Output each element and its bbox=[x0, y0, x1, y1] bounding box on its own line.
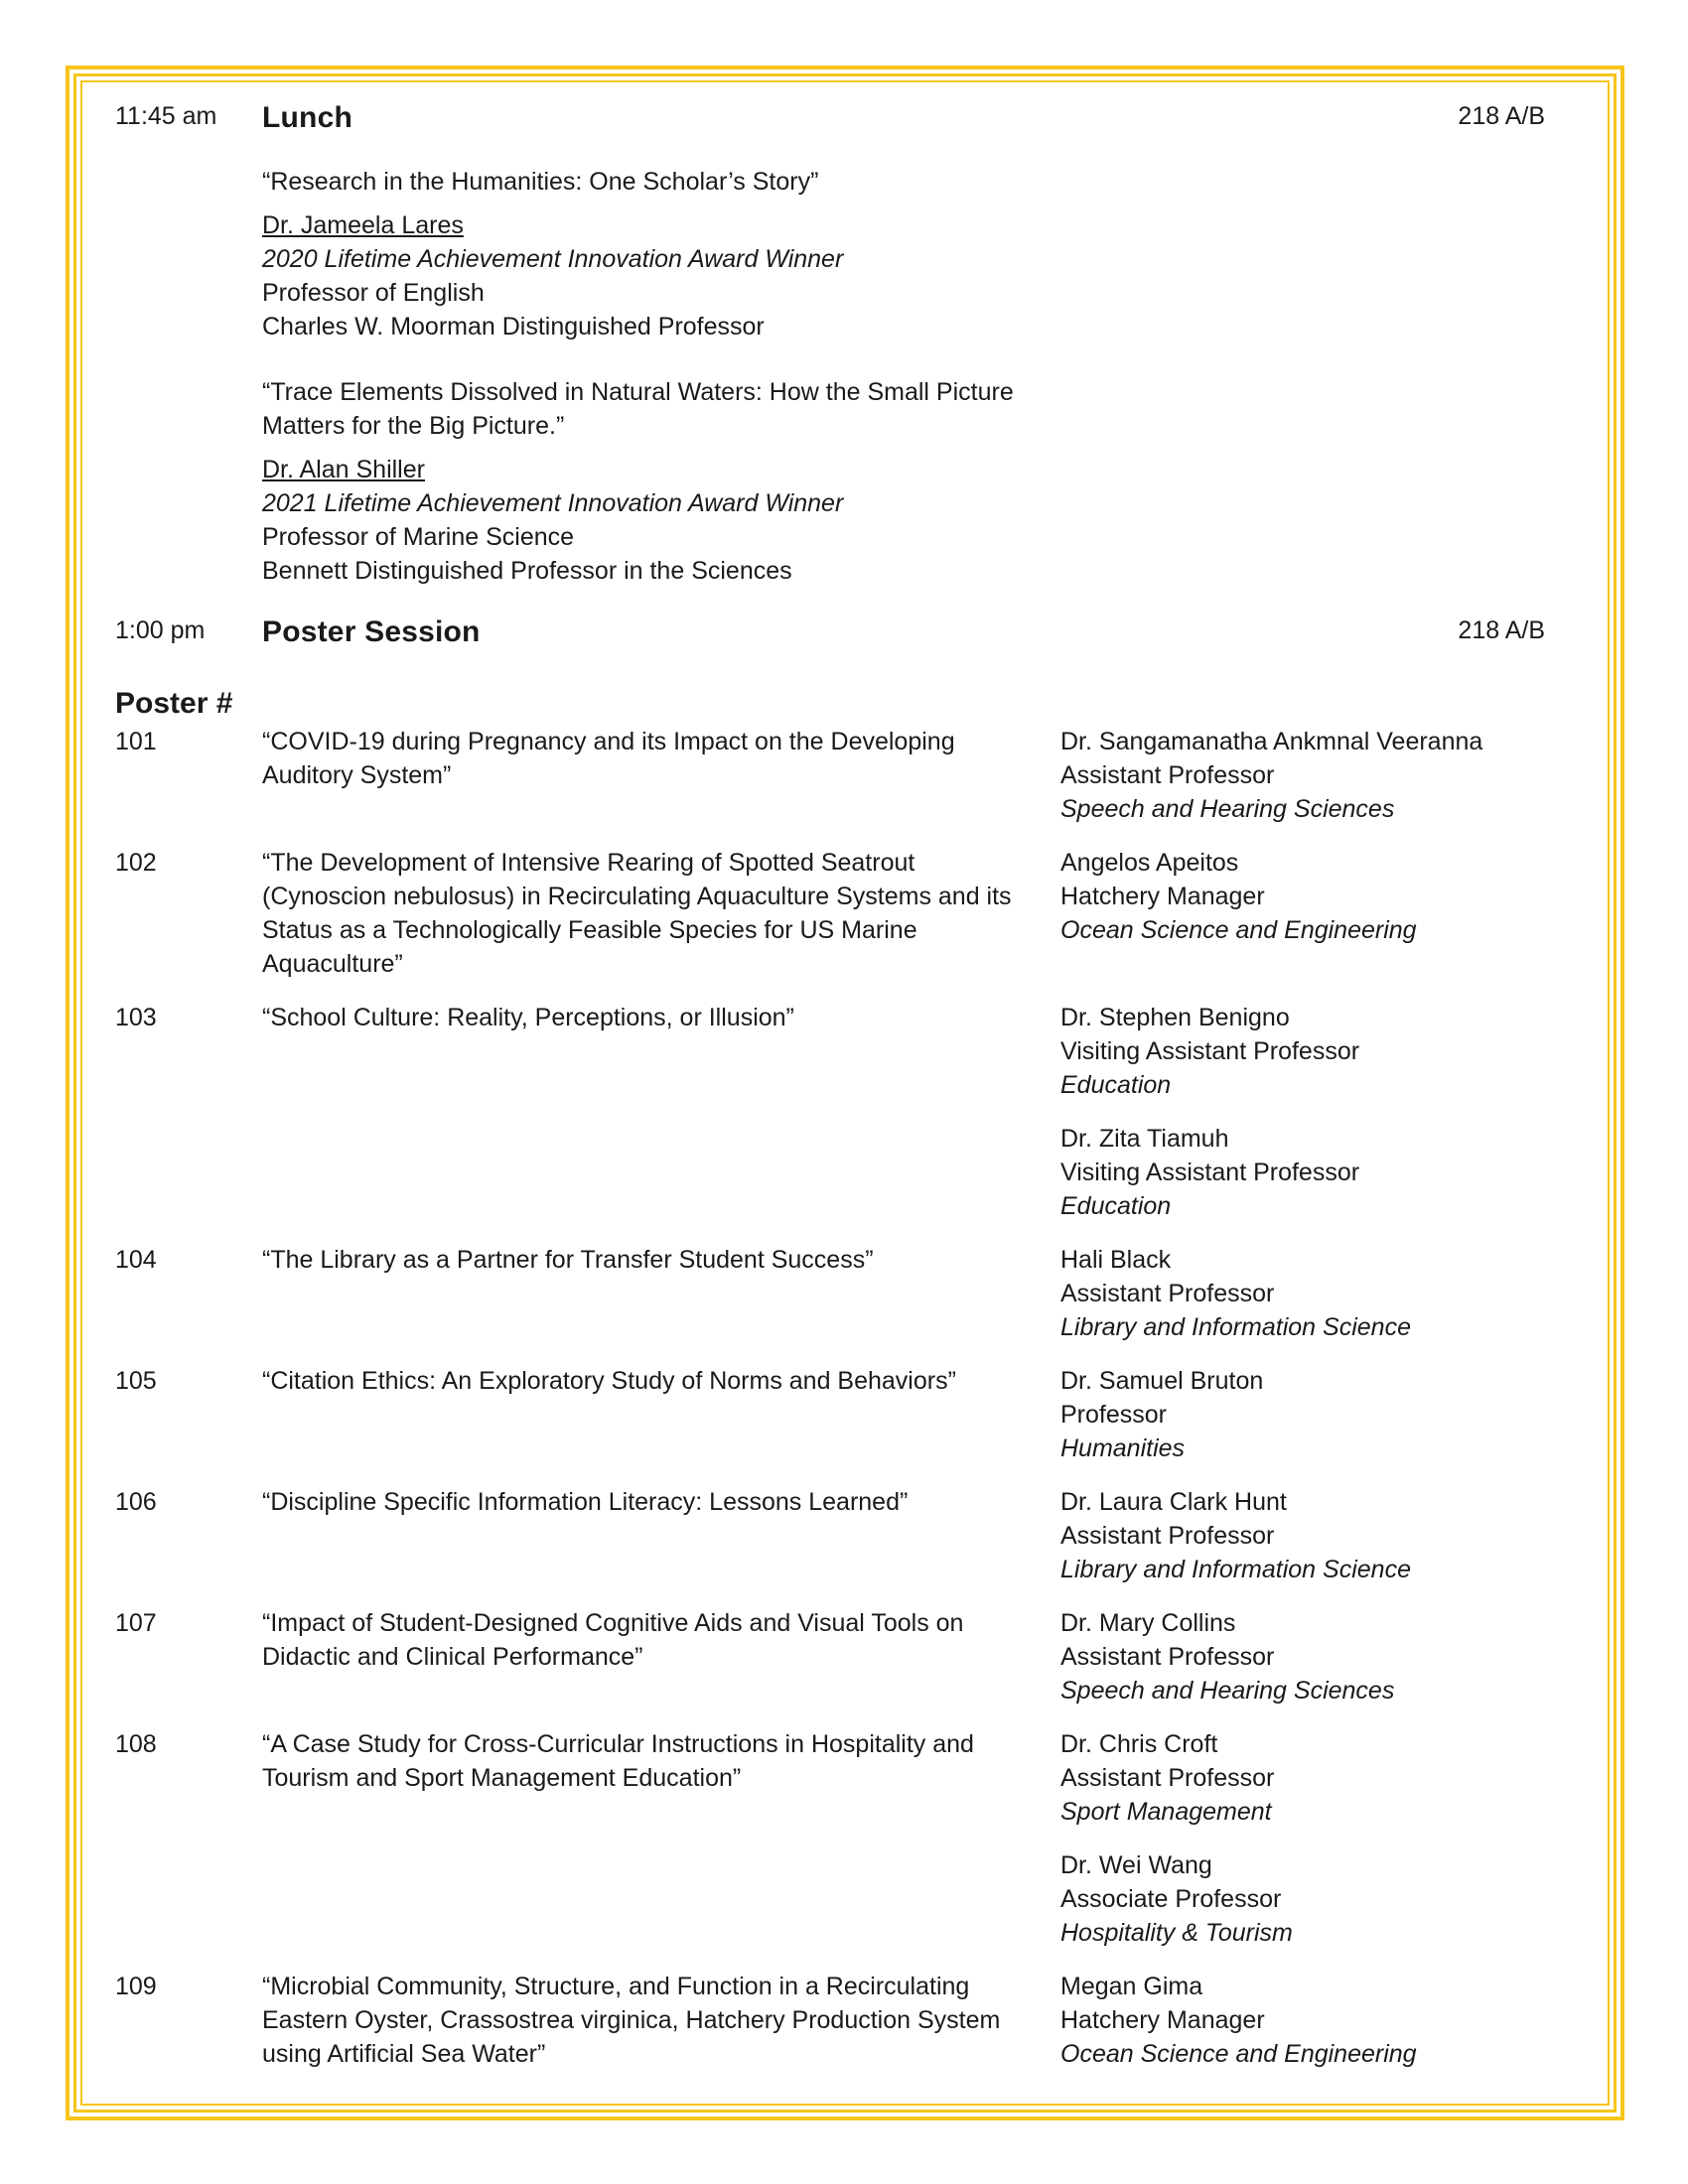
poster-title bbox=[262, 1364, 1017, 1398]
author bbox=[1060, 846, 1545, 947]
author-department: Hospitality & Tourism bbox=[1060, 1919, 1293, 1947]
speaker-role: Professor of English bbox=[262, 279, 485, 307]
poster-number-header: Poster # bbox=[115, 687, 233, 720]
poster-title bbox=[262, 1001, 1017, 1034]
poster-number: 101 bbox=[115, 728, 157, 755]
author-role: Hatchery Manager bbox=[1060, 2006, 1265, 2034]
author bbox=[1060, 1848, 1545, 1950]
speaker-name: Dr. Jameela Lares bbox=[262, 211, 464, 239]
poster-title-line: “Discipline Specific Information Literacy: Lessons Learned” bbox=[262, 1488, 909, 1516]
author bbox=[1060, 1727, 1545, 1829]
author-role: Hatchery Manager bbox=[1060, 883, 1265, 910]
author bbox=[1060, 1243, 1545, 1344]
author-name: Dr. Chris Croft bbox=[1060, 1730, 1218, 1758]
author-role: Associate Professor bbox=[1060, 1885, 1282, 1913]
poster-number: 107 bbox=[115, 1609, 157, 1637]
author-name: Dr. Sangamanatha Ankmnal Veeranna bbox=[1060, 728, 1483, 755]
talk-title-line: “Trace Elements Dissolved in Natural Waters: How the Small Picture bbox=[262, 378, 1014, 406]
poster-title-line: “Citation Ethics: An Exploratory Study of Norms and Behaviors” bbox=[262, 1367, 956, 1395]
author-role: Visiting Assistant Professor bbox=[1060, 1037, 1360, 1065]
author-role: Assistant Professor bbox=[1060, 1522, 1275, 1550]
poster-title-line: Auditory System” bbox=[262, 761, 452, 789]
poster-authors bbox=[1060, 1364, 1545, 1485]
poster-authors bbox=[1060, 1606, 1545, 1727]
session-room: 218 A/B bbox=[1458, 102, 1545, 130]
author bbox=[1060, 1364, 1545, 1465]
poster-title-line: Eastern Oyster, Crassostrea virginica, Hatchery Production System bbox=[262, 2006, 1001, 2034]
poster-number: 103 bbox=[115, 1004, 157, 1031]
author-department: Speech and Hearing Sciences bbox=[1060, 1677, 1395, 1705]
poster-title-line: Didactic and Clinical Performance” bbox=[262, 1643, 643, 1671]
speaker-award: 2021 Lifetime Achievement Innovation Award Winner bbox=[262, 489, 844, 517]
author bbox=[1060, 1485, 1545, 1586]
author-role: Assistant Professor bbox=[1060, 1280, 1275, 1307]
speaker-award: 2020 Lifetime Achievement Innovation Award Winner bbox=[262, 245, 844, 273]
poster-title-line: “Impact of Student-Designed Cognitive Aids and Visual Tools on bbox=[262, 1609, 964, 1637]
talk-title: “Research in the Humanities: One Scholar’s Story” bbox=[262, 168, 819, 196]
session-room: 218 A/B bbox=[1458, 616, 1545, 644]
speaker-info bbox=[262, 453, 1156, 588]
author-role: Assistant Professor bbox=[1060, 1764, 1275, 1792]
author-name: Dr. Mary Collins bbox=[1060, 1609, 1236, 1637]
session-time: 1:00 pm bbox=[115, 616, 206, 644]
talk bbox=[262, 165, 1156, 199]
poster-title bbox=[262, 1606, 1017, 1674]
poster-number: 106 bbox=[115, 1488, 157, 1516]
author-department: Library and Information Science bbox=[1060, 1313, 1411, 1341]
author-department: Education bbox=[1060, 1192, 1172, 1220]
poster-authors bbox=[1060, 1001, 1545, 1243]
session-title: Lunch bbox=[262, 101, 352, 134]
poster-title bbox=[262, 1727, 1017, 1795]
poster-number: 109 bbox=[115, 1973, 157, 2000]
poster-authors bbox=[1060, 846, 1545, 967]
author bbox=[1060, 725, 1545, 826]
poster-authors bbox=[1060, 1485, 1545, 1606]
author-department: Speech and Hearing Sciences bbox=[1060, 795, 1395, 823]
author-department: Library and Information Science bbox=[1060, 1556, 1411, 1583]
poster-title-line: Status as a Technologically Feasible Species for US Marine bbox=[262, 916, 917, 944]
poster-title bbox=[262, 1485, 1017, 1519]
poster-title bbox=[262, 1970, 1017, 2071]
poster-title-line: “The Library as a Partner for Transfer Student Success” bbox=[262, 1246, 874, 1274]
speaker-info bbox=[262, 208, 1156, 343]
poster-number: 102 bbox=[115, 849, 157, 877]
poster-title-line: “COVID-19 during Pregnancy and its Impact on the Developing bbox=[262, 728, 955, 755]
poster-title-line: “A Case Study for Cross-Curricular Instructions in Hospitality and bbox=[262, 1730, 974, 1758]
author bbox=[1060, 1001, 1545, 1102]
speaker-role: Bennett Distinguished Professor in the Sciences bbox=[262, 557, 792, 585]
author-name: Hali Black bbox=[1060, 1246, 1172, 1274]
author-department: Humanities bbox=[1060, 1434, 1186, 1462]
author bbox=[1060, 1606, 1545, 1707]
poster-authors bbox=[1060, 1970, 1545, 2091]
poster-number: 105 bbox=[115, 1367, 157, 1395]
author-name: Dr. Wei Wang bbox=[1060, 1851, 1212, 1879]
speaker-role: Professor of Marine Science bbox=[262, 523, 575, 551]
author-name: Megan Gima bbox=[1060, 1973, 1203, 2000]
poster-number: 104 bbox=[115, 1246, 157, 1274]
poster-title-line: “School Culture: Reality, Perceptions, or Illusion” bbox=[262, 1004, 794, 1031]
poster-title-line: Tourism and Sport Management Education” bbox=[262, 1764, 742, 1792]
poster-authors bbox=[1060, 725, 1545, 846]
author-name: Dr. Zita Tiamuh bbox=[1060, 1125, 1229, 1153]
author-name: Dr. Stephen Benigno bbox=[1060, 1004, 1290, 1031]
author-role: Professor bbox=[1060, 1401, 1167, 1429]
speaker-role: Charles W. Moorman Distinguished Professor bbox=[262, 313, 765, 341]
talk-title-line: Matters for the Big Picture.” bbox=[262, 412, 565, 440]
poster-title-line: “The Development of Intensive Rearing of Spotted Seatrout bbox=[262, 849, 915, 877]
author-role: Visiting Assistant Professor bbox=[1060, 1159, 1360, 1186]
author-name: Dr. Laura Clark Hunt bbox=[1060, 1488, 1287, 1516]
author-role: Assistant Professor bbox=[1060, 761, 1275, 789]
author-department: Ocean Science and Engineering bbox=[1060, 2040, 1417, 2068]
session-time: 11:45 am bbox=[115, 102, 217, 130]
poster-authors bbox=[1060, 1243, 1545, 1364]
poster-title bbox=[262, 1243, 1017, 1277]
author-department: Sport Management bbox=[1060, 1798, 1272, 1826]
speaker-name: Dr. Alan Shiller bbox=[262, 456, 425, 483]
poster-title-line: (Cynoscion nebulosus) in Recirculating Aquaculture Systems and its bbox=[262, 883, 1012, 910]
talk bbox=[262, 375, 1156, 443]
poster-title-line: Aquaculture” bbox=[262, 950, 403, 978]
poster-title bbox=[262, 846, 1017, 981]
author-role: Assistant Professor bbox=[1060, 1643, 1275, 1671]
author-department: Ocean Science and Engineering bbox=[1060, 916, 1417, 944]
author-name: Dr. Samuel Bruton bbox=[1060, 1367, 1264, 1395]
author bbox=[1060, 1970, 1545, 2071]
author-name: Angelos Apeitos bbox=[1060, 849, 1239, 877]
poster-title-line: “Microbial Community, Structure, and Function in a Recirculating bbox=[262, 1973, 970, 2000]
session-title: Poster Session bbox=[262, 615, 481, 648]
poster-title-line: using Artificial Sea Water” bbox=[262, 2040, 546, 2068]
author bbox=[1060, 1122, 1545, 1223]
poster-number: 108 bbox=[115, 1730, 157, 1758]
poster-authors bbox=[1060, 1727, 1545, 1970]
author-department: Education bbox=[1060, 1071, 1172, 1099]
poster-title bbox=[262, 725, 1017, 792]
